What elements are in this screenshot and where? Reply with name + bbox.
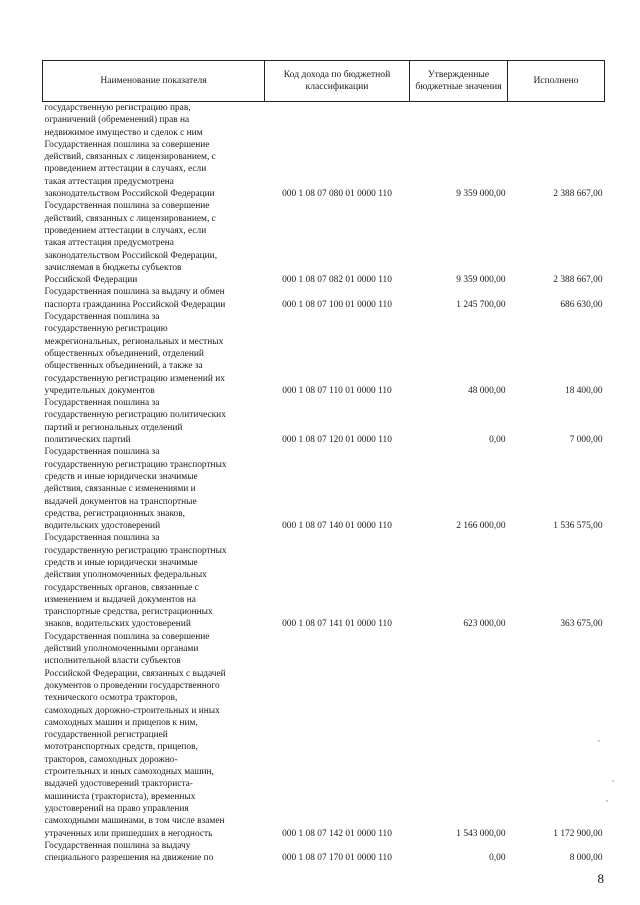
row-approved-value: 2 166 000,00	[456, 521, 506, 532]
table-row	[43, 397, 605, 446]
row-executed-value: 8 000,00	[569, 853, 603, 864]
scan-speck	[598, 740, 600, 742]
row-indicator-name: Государственная пошлина за государственную регистрацию межрегиональных, региональных и местных общественных объединений, отделений общественных объединений, а также за государственную регистрацию изменений их учредительных документов	[44, 312, 225, 396]
scan-speck	[612, 780, 614, 782]
table-row	[43, 631, 605, 840]
row-indicator-name: государственную регистрацию прав, ограничений (обременений) прав на недвижимое имущество и сделок с ним Государственная пошлина за совершение действий, связанных с лицензированием, с проведением аттестации в случаях, если такая аттестация предусмотрена законодательством Российской Федерации	[44, 103, 216, 200]
table-row	[43, 840, 605, 865]
row-budget-code: 000 1 08 07 142 01 0000 110	[282, 828, 392, 839]
row-executed-value: 686 630,00	[560, 299, 603, 310]
row-executed-value: 2 388 667,00	[553, 189, 603, 200]
row-executed-value: 363 675,00	[560, 619, 603, 630]
row-budget-code: 000 1 08 07 080 01 0000 110	[282, 189, 392, 200]
row-indicator-name: Государственная пошлина за государственную регистрацию политических партий и региональных отделений политических партий	[44, 398, 226, 446]
row-approved-value: 1 543 000,00	[456, 828, 506, 839]
row-indicator-name: Государственная пошлина за государственную регистрацию транспортных средств и иные юридически значимые действия, связанные с изменениями и выдачей документов на транспортные средства, регистрационных знаков, водительских удостоверений	[44, 447, 227, 532]
row-approved-value: 9 359 000,00	[456, 275, 506, 286]
table-row	[43, 286, 605, 311]
table-row	[43, 446, 605, 532]
table-row	[43, 311, 605, 397]
row-approved-value: 9 359 000,00	[456, 189, 506, 200]
row-indicator-name: Государственная пошлина за выдачу и обмен паспорта гражданина Российской Федерации	[44, 287, 226, 310]
row-executed-value: 18 400,00	[565, 385, 603, 396]
scan-speck	[606, 800, 608, 802]
header-executed: Исполнено	[508, 61, 605, 102]
row-executed-value: 7 000,00	[569, 435, 603, 446]
row-budget-code: 000 1 08 07 120 01 0000 110	[282, 435, 392, 446]
budget-revenue-table	[42, 60, 605, 864]
row-executed-value: 2 388 667,00	[553, 275, 603, 286]
table-row	[43, 102, 605, 201]
row-indicator-name: Государственная пошлина за государственную регистрацию транспортных средств и иные юридически значимые действия уполномоченных федеральных государственных органов, связанные с изменением и выдачей документов на транспортные средства, регистрационных знаков, водительских удостоверений	[44, 533, 227, 630]
row-indicator-name: Государственная пошлина за совершение действий уполномоченными органами исполнительной власти субъектов Российской Федерации, связанных с выдачей документов о проведении государственного технического осмотра тракторов, самоходных дорожно-строительных и иных самоходных машин и прицепов к ним, государственной регистрацией мототранспортных средств, прицепов, тракторов, самоходных дорожно- строительных и иных самоходных машин, выдачей удостоверений тракториста- машиниста (тракториста), временных удостоверений на право управления самоходными машинами, в том числе взамен утраченных или пришедших в негодность	[44, 631, 226, 839]
table-row	[43, 200, 605, 286]
row-executed-value: 1 536 575,00	[553, 521, 603, 532]
page-number: 8	[597, 871, 604, 886]
table-row	[43, 532, 605, 630]
row-budget-code: 000 1 08 07 110 01 0000 110	[282, 385, 392, 396]
row-approved-value: 48 000,00	[468, 385, 506, 396]
header-approved-values: Утвержденные бюджетные значения	[410, 61, 508, 102]
row-budget-code: 000 1 08 07 170 01 0000 110	[282, 853, 392, 864]
row-budget-code: 000 1 08 07 100 01 0000 110	[282, 299, 392, 310]
table-header	[43, 61, 605, 102]
row-budget-code: 000 1 08 07 140 01 0000 110	[282, 521, 392, 532]
row-indicator-name: Государственная пошлина за совершение действий, связанных с лицензированием, с проведением аттестации в случаях, если такая аттестация предусмотрена законодательством Российской Федерации, зачисляемая в бюджеты субъектов Российской Федерации	[44, 201, 218, 286]
row-approved-value: 1 245 700,00	[456, 299, 506, 310]
row-indicator-name: Государственная пошлина за выдачу специального разрешения на движение по	[44, 840, 214, 864]
row-executed-value: 1 172 900,00	[553, 828, 603, 839]
row-approved-value: 623 000,00	[463, 619, 506, 630]
table-body	[43, 102, 605, 865]
row-budget-code: 000 1 08 07 141 01 0000 110	[282, 619, 392, 630]
header-budget-code: Код дохода по бюджетной классификации	[265, 61, 410, 102]
header-indicator-name: Наименование показателя	[43, 61, 265, 102]
row-budget-code: 000 1 08 07 082 01 0000 110	[282, 275, 392, 286]
row-approved-value: 0,00	[489, 853, 506, 864]
row-approved-value: 0,00	[489, 435, 506, 446]
